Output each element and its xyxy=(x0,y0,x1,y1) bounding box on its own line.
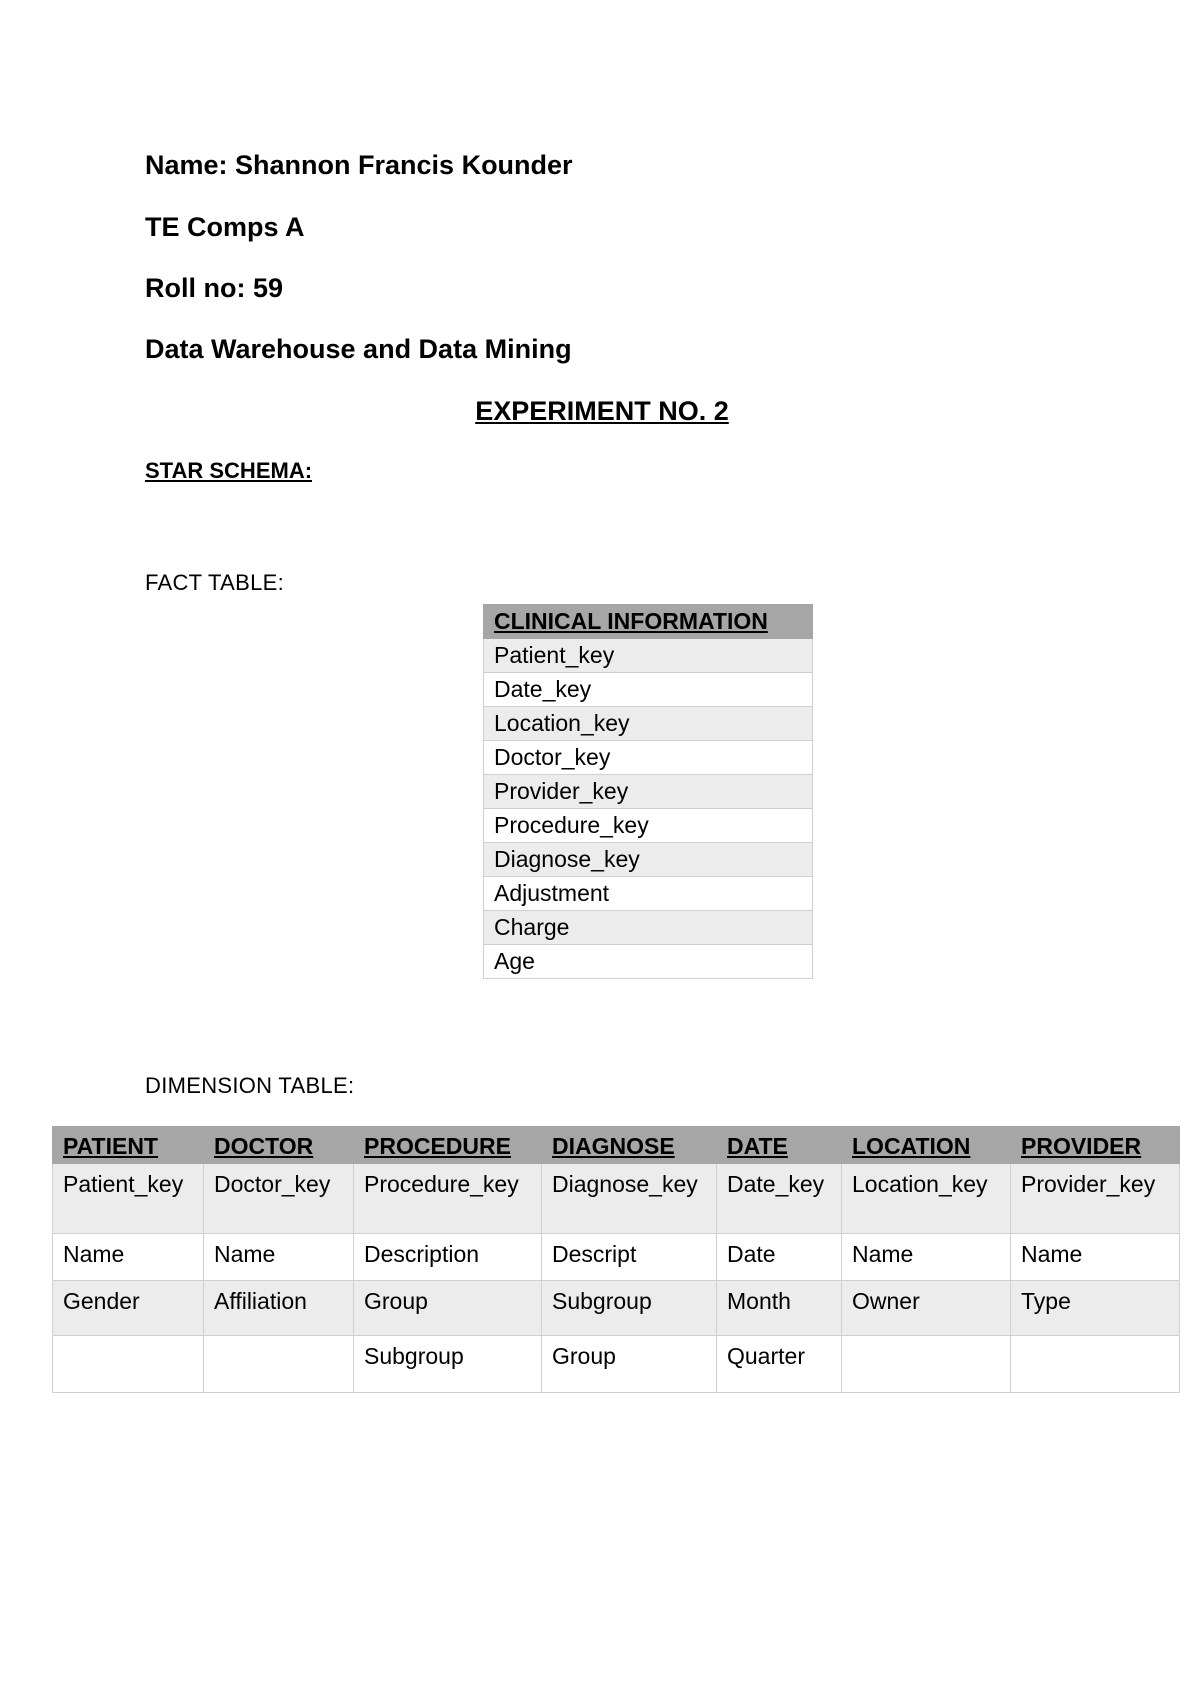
dimension-cell: Provider_key xyxy=(1011,1164,1180,1234)
fact-table-cell: Provider_key xyxy=(484,775,813,809)
dimension-header-date: DATE xyxy=(717,1127,842,1164)
dimension-row xyxy=(53,1164,1180,1234)
dimension-cell: Gender xyxy=(53,1281,204,1336)
student-name: Name: Shannon Francis Kounder xyxy=(145,150,573,180)
dimension-header-location: LOCATION xyxy=(842,1127,1011,1164)
experiment-title: EXPERIMENT NO. 2 xyxy=(475,396,729,426)
star-schema-heading: STAR SCHEMA: xyxy=(145,458,313,483)
dimension-cell: Owner xyxy=(842,1281,1011,1336)
dimension-cell: Subgroup xyxy=(542,1281,717,1336)
dimension-cell xyxy=(1011,1336,1180,1393)
fact-table-row xyxy=(484,639,813,673)
dimension-cell: Date xyxy=(717,1234,842,1281)
dimension-cell: Group xyxy=(542,1336,717,1393)
dimension-cell: Name xyxy=(842,1234,1011,1281)
dimension-cell: Name xyxy=(1011,1234,1180,1281)
fact-table-row xyxy=(484,673,813,707)
fact-table-cell: Diagnose_key xyxy=(484,843,813,877)
fact-table-row xyxy=(484,707,813,741)
subject-name: Data Warehouse and Data Mining xyxy=(145,334,572,364)
fact-table-cell: Patient_key xyxy=(484,639,813,673)
dimension-cell: Location_key xyxy=(842,1164,1011,1234)
dimension-cell: Subgroup xyxy=(354,1336,542,1393)
fact-table-cell: Doctor_key xyxy=(484,741,813,775)
dimension-table-label: DIMENSION TABLE: xyxy=(145,1073,355,1098)
dimension-cell: Patient_key xyxy=(53,1164,204,1234)
fact-table xyxy=(483,604,813,979)
dimension-cell: Date_key xyxy=(717,1164,842,1234)
dimension-cell: Affiliation xyxy=(204,1281,354,1336)
dimension-header-provider: PROVIDER xyxy=(1011,1127,1180,1164)
fact-table-row xyxy=(484,809,813,843)
fact-table-row xyxy=(484,775,813,809)
dimension-cell: Name xyxy=(204,1234,354,1281)
dimension-row xyxy=(53,1234,1180,1281)
fact-table-cell: Adjustment xyxy=(484,877,813,911)
fact-table-cell: Procedure_key xyxy=(484,809,813,843)
dimension-cell xyxy=(204,1336,354,1393)
roll-number: Roll no: 59 xyxy=(145,273,284,303)
fact-table-row xyxy=(484,843,813,877)
dimension-row xyxy=(53,1336,1180,1393)
fact-table-label: FACT TABLE: xyxy=(145,570,285,595)
fact-table-header: CLINICAL INFORMATION xyxy=(484,605,813,639)
dimension-cell: Name xyxy=(53,1234,204,1281)
dimension-cell: Group xyxy=(354,1281,542,1336)
dimension-cell: Doctor_key xyxy=(204,1164,354,1234)
dimension-cell xyxy=(842,1336,1011,1393)
dimension-cell: Quarter xyxy=(717,1336,842,1393)
dimension-cell: Month xyxy=(717,1281,842,1336)
dimension-header-procedure: PROCEDURE xyxy=(354,1127,542,1164)
dimension-header-doctor: DOCTOR xyxy=(204,1127,354,1164)
dimension-cell: Description xyxy=(354,1234,542,1281)
dimension-header-patient: PATIENT xyxy=(53,1127,204,1164)
dimension-cell xyxy=(53,1336,204,1393)
fact-table-cell: Charge xyxy=(484,911,813,945)
dimension-header-diagnose: DIAGNOSE xyxy=(542,1127,717,1164)
dimension-header-row xyxy=(53,1127,1180,1164)
fact-table-cell: Age xyxy=(484,945,813,979)
fact-table-cell: Location_key xyxy=(484,707,813,741)
fact-table-row xyxy=(484,911,813,945)
dimension-cell: Procedure_key xyxy=(354,1164,542,1234)
dimension-row xyxy=(53,1281,1180,1336)
dimension-cell: Descript xyxy=(542,1234,717,1281)
class-name: TE Comps A xyxy=(145,212,305,242)
fact-table-row xyxy=(484,877,813,911)
dimension-cell: Type xyxy=(1011,1281,1180,1336)
dimension-cell: Diagnose_key xyxy=(542,1164,717,1234)
fact-table-row xyxy=(484,741,813,775)
fact-table-cell: Date_key xyxy=(484,673,813,707)
fact-table-row xyxy=(484,945,813,979)
dimension-table xyxy=(52,1126,1180,1393)
